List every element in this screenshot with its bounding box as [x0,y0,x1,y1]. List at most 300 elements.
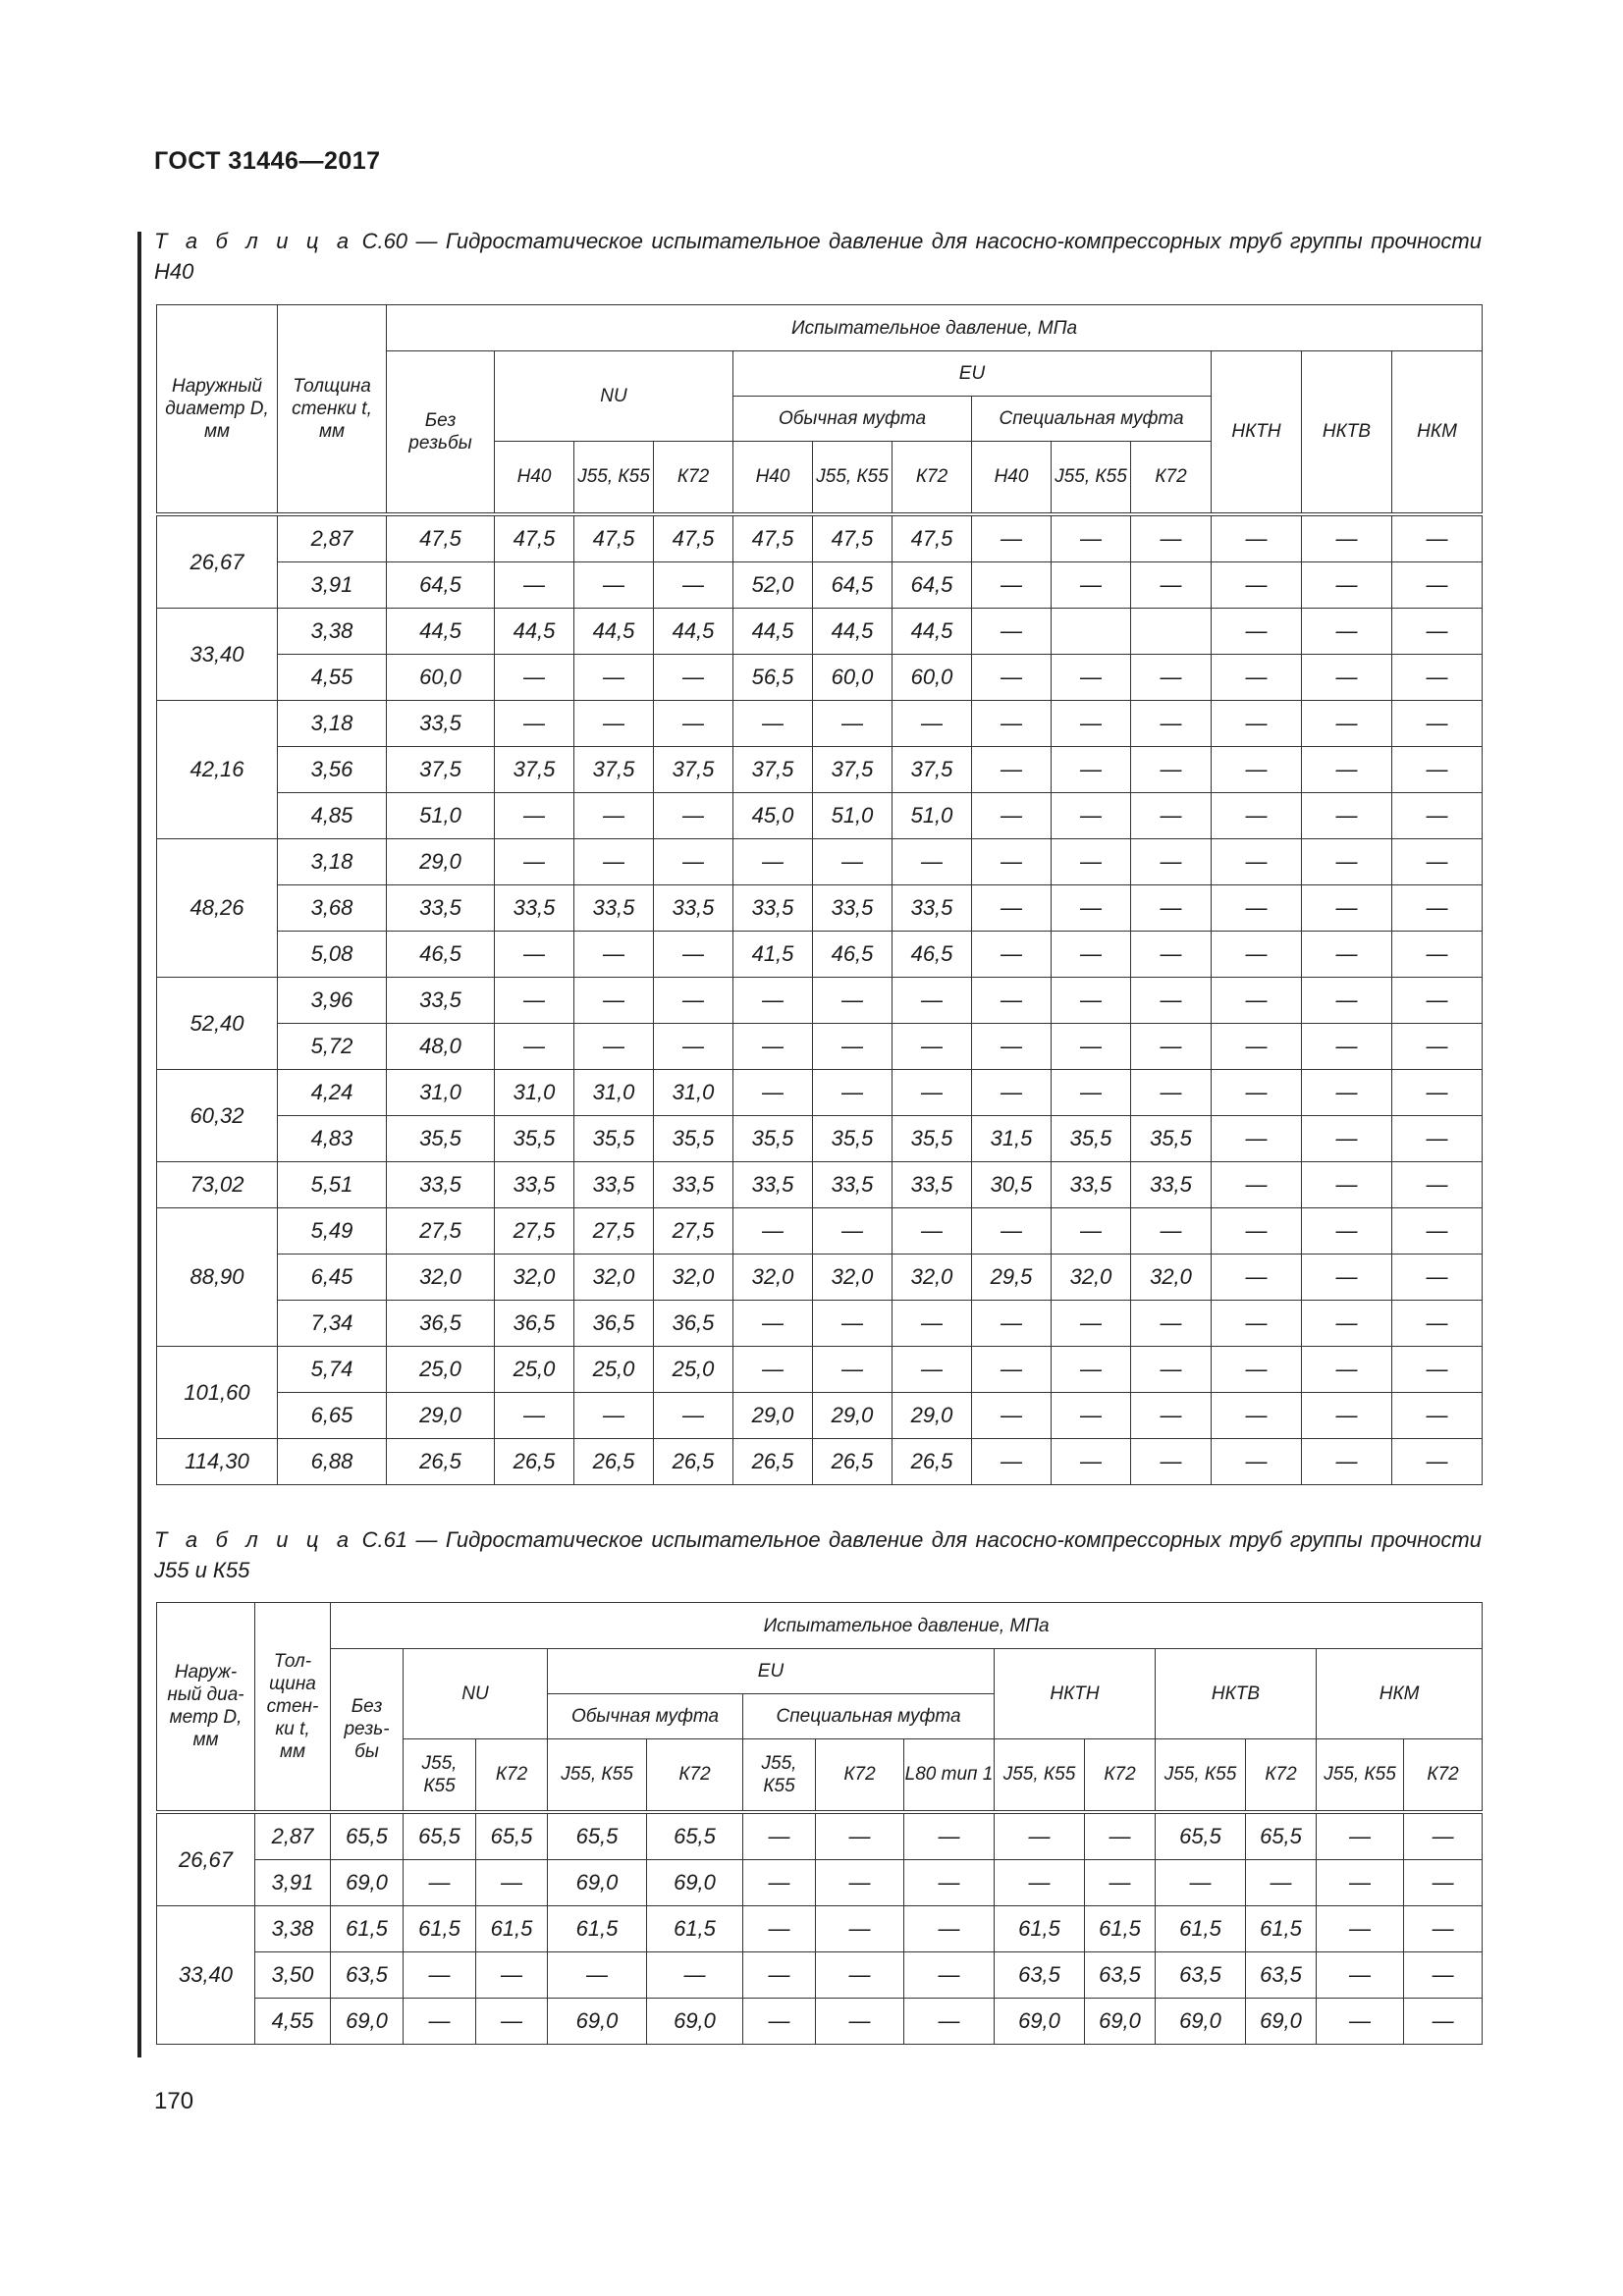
table-row [157,514,1483,562]
pressure-cell: — [1052,654,1131,700]
pressure-cell: 33,5 [1052,1161,1131,1207]
pressure-cell: — [654,977,733,1023]
pressure-cell: — [893,1069,972,1115]
wall-thickness-cell: 3,91 [255,1859,331,1905]
subheader-10: J55, К55 [1156,1739,1246,1812]
pressure-cell: 33,5 [1131,1161,1212,1207]
pressure-cell: 37,5 [495,746,574,792]
pressure-cell: 46,5 [813,931,893,977]
pressure-cell: 37,5 [893,746,972,792]
subheader-4: Н40 [733,442,813,514]
pressure-cell: 69,0 [1246,1998,1317,2044]
pressure-cell: — [1404,1859,1483,1905]
subheader-9: К72 [1085,1739,1156,1812]
pressure-cell: — [574,838,654,884]
pressure-cell: 29,0 [813,1392,893,1438]
pressure-cell: 35,5 [813,1115,893,1161]
pressure-cell: — [1212,746,1302,792]
pressure-cell: 33,5 [654,1161,733,1207]
wall-thickness-cell: 4,83 [278,1115,387,1161]
pressure-cell: 63,5 [331,1951,404,1998]
pressure-cell: — [1131,1346,1212,1392]
pressure-cell: 44,5 [893,608,972,654]
wall-thickness-cell: 6,65 [278,1392,387,1438]
subheader-2: К72 [476,1739,548,1812]
pressure-cell: — [1052,977,1131,1023]
pressure-cell: — [893,977,972,1023]
pressure-cell: — [574,1023,654,1069]
pressure-cell: — [1392,838,1483,884]
pressure-cell: 29,0 [733,1392,813,1438]
pressure-cell: — [813,977,893,1023]
pressure-cell: 69,0 [647,1998,743,2044]
pressure-cell: — [1246,1859,1317,1905]
header-test-pressure: Испытательное давление, МПа [387,305,1483,351]
pressure-cell: 61,5 [1156,1905,1246,1951]
subheader-3: К72 [654,442,733,514]
pressure-cell: 63,5 [1246,1951,1317,1998]
pressure-cell: — [1052,561,1131,608]
pressure-cell: — [1392,608,1483,654]
wall-thickness-cell: 3,96 [278,977,387,1023]
pressure-cell: 65,5 [548,1812,647,1860]
pressure-cell: — [495,1023,574,1069]
header-nktn: НКТН [995,1649,1156,1739]
pressure-cell: — [972,1023,1052,1069]
pressure-cell: — [893,1346,972,1392]
wall-thickness-cell: 5,72 [278,1023,387,1069]
table-row [157,1812,1483,1860]
pressure-cell: 25,0 [574,1346,654,1392]
pressure-cell: — [972,931,1052,977]
subheader-13: К72 [1404,1739,1483,1812]
table-row [157,1998,1483,2044]
wall-thickness-cell: 2,87 [255,1812,331,1860]
pressure-cell: 31,5 [972,1115,1052,1161]
table-61 [156,1602,1483,2045]
pressure-cell: 33,5 [387,1161,495,1207]
header-normal-coupling: Обычная муфта [548,1694,743,1739]
pressure-cell: — [733,1346,813,1392]
header-nktv: НКТВ [1156,1649,1317,1739]
pressure-cell: — [1302,931,1392,977]
pressure-cell: 60,0 [387,654,495,700]
pressure-cell: — [1052,1300,1131,1346]
pressure-cell: 47,5 [893,514,972,562]
pressure-cell: — [1317,1812,1404,1860]
pressure-cell: — [1131,561,1212,608]
pressure-cell: 32,0 [1131,1254,1212,1300]
pressure-cell: — [654,792,733,838]
pressure-cell: — [1392,931,1483,977]
pressure-cell: 31,0 [574,1069,654,1115]
pressure-cell: — [1392,514,1483,562]
pressure-cell: 44,5 [813,608,893,654]
pressure-cell: — [1404,1905,1483,1951]
pressure-cell: — [654,931,733,977]
pressure-cell: — [813,1300,893,1346]
pressure-cell: 65,5 [404,1812,476,1860]
pressure-cell: — [972,561,1052,608]
pressure-cell: — [1302,561,1392,608]
pressure-cell: 35,5 [654,1115,733,1161]
pressure-cell: — [654,838,733,884]
pressure-cell: — [1052,1346,1131,1392]
outer-diameter-cell: 52,40 [157,977,278,1069]
pressure-cell: 69,0 [1156,1998,1246,2044]
pressure-cell: — [574,654,654,700]
pressure-cell: 63,5 [995,1951,1085,1998]
pressure-cell: — [733,1069,813,1115]
header-special-coupling: Специальная муфта [743,1694,995,1739]
pressure-cell: — [654,561,733,608]
pressure-cell: — [995,1859,1085,1905]
subheader-1: Н40 [495,442,574,514]
table-row [157,561,1483,608]
pressure-cell: 29,0 [387,838,495,884]
pressure-cell: — [1392,1438,1483,1484]
pressure-cell: — [1212,700,1302,746]
pressure-cell: 26,5 [574,1438,654,1484]
outer-diameter-cell: 26,67 [157,1812,255,1906]
wall-thickness-cell: 6,45 [278,1254,387,1300]
pressure-cell: — [1212,608,1302,654]
subheader-8: J55, К55 [995,1739,1085,1812]
header-wall-thickness: Толщина стенки t, мм [278,305,387,514]
pressure-cell: — [1392,792,1483,838]
pressure-cell: — [1052,1207,1131,1254]
wall-thickness-cell: 3,18 [278,838,387,884]
pressure-cell: 35,5 [574,1115,654,1161]
pressure-cell: — [733,700,813,746]
header-eu: EU [733,351,1212,397]
pressure-cell: 65,5 [476,1812,548,1860]
pressure-cell: 61,5 [331,1905,404,1951]
pressure-cell: 29,5 [972,1254,1052,1300]
pressure-cell: 56,5 [733,654,813,700]
pressure-cell: — [972,1392,1052,1438]
pressure-cell: 35,5 [893,1115,972,1161]
pressure-cell: — [1131,654,1212,700]
pressure-cell: — [743,1998,816,2044]
pressure-cell: — [1392,1392,1483,1438]
pressure-cell: — [574,977,654,1023]
pressure-cell: — [1302,1300,1392,1346]
page-number: 170 [154,2088,194,2114]
pressure-cell: 47,5 [813,514,893,562]
pressure-cell: — [404,1951,476,1998]
pressure-cell: 33,5 [387,700,495,746]
pressure-cell: — [1212,654,1302,700]
pressure-cell: 32,0 [733,1254,813,1300]
pressure-cell: 31,0 [654,1069,733,1115]
pressure-cell: — [1131,1300,1212,1346]
wall-thickness-cell: 5,49 [278,1207,387,1254]
subheader-2: J55, К55 [574,442,654,514]
pressure-cell: — [733,1300,813,1346]
pressure-cell: — [1302,608,1392,654]
table-row [157,1207,1483,1254]
table-60 [156,304,1483,1485]
pressure-cell: — [654,1023,733,1069]
pressure-cell: — [495,792,574,838]
pressure-cell: — [972,654,1052,700]
pressure-cell: — [904,1951,995,1998]
pressure-cell: 44,5 [495,608,574,654]
pressure-cell: — [1085,1859,1156,1905]
pressure-cell: — [816,1998,904,2044]
pressure-cell: — [893,700,972,746]
pressure-cell: 44,5 [733,608,813,654]
pressure-cell: — [1052,1023,1131,1069]
pressure-cell [1052,608,1131,654]
pressure-cell: — [1392,1300,1483,1346]
pressure-cell: — [1317,1998,1404,2044]
pressure-cell: 36,5 [574,1300,654,1346]
pressure-cell: — [995,1812,1085,1860]
pressure-cell: — [1392,884,1483,931]
caption-prefix: Т а б л и ц а [154,229,354,253]
header-normal-coupling: Обычная муфта [733,397,972,442]
pressure-cell: — [1131,931,1212,977]
pressure-cell: — [816,1812,904,1860]
pressure-cell: — [743,1812,816,1860]
pressure-cell: 33,5 [574,1161,654,1207]
pressure-cell: 69,0 [331,1998,404,2044]
pressure-cell: — [1052,838,1131,884]
pressure-cell: 51,0 [813,792,893,838]
pressure-cell: 33,5 [387,977,495,1023]
pressure-cell: — [1212,561,1302,608]
caption-prefix: Т а б л и ц а [154,1527,354,1552]
pressure-cell: — [1212,1254,1302,1300]
pressure-cell: 35,5 [1131,1115,1212,1161]
pressure-cell: — [654,654,733,700]
pressure-cell: 33,5 [495,884,574,931]
outer-diameter-cell: 48,26 [157,838,278,977]
wall-thickness-cell: 4,24 [278,1069,387,1115]
pressure-cell: — [495,1392,574,1438]
subheader-5: J55, К55 [743,1739,816,1812]
pressure-cell: 32,0 [813,1254,893,1300]
pressure-cell: — [1212,514,1302,562]
pressure-cell: 69,0 [995,1998,1085,2044]
subheader-6: К72 [816,1739,904,1812]
pressure-cell: — [1212,1438,1302,1484]
pressure-cell: — [904,1905,995,1951]
pressure-cell: 45,0 [733,792,813,838]
pressure-cell: — [1212,1069,1302,1115]
pressure-cell: 64,5 [893,561,972,608]
pressure-cell: — [1404,1998,1483,2044]
pressure-cell: 33,5 [387,884,495,931]
wall-thickness-cell: 3,38 [278,608,387,654]
pressure-cell: 29,0 [893,1392,972,1438]
pressure-cell: 69,0 [647,1859,743,1905]
pressure-cell: 32,0 [654,1254,733,1300]
pressure-cell: 36,5 [654,1300,733,1346]
pressure-cell: — [1212,1346,1302,1392]
pressure-cell: — [574,561,654,608]
subheader-11: К72 [1246,1739,1317,1812]
pressure-cell: — [813,1023,893,1069]
subheader-4: К72 [647,1739,743,1812]
pressure-cell: 33,5 [733,1161,813,1207]
subheader-7: Н40 [972,442,1052,514]
pressure-cell: — [1131,1023,1212,1069]
wall-thickness-cell: 4,55 [278,654,387,700]
pressure-cell: — [1131,700,1212,746]
pressure-cell: — [1392,1115,1483,1161]
pressure-cell: — [1052,746,1131,792]
table-row [157,1392,1483,1438]
pressure-cell: — [404,1859,476,1905]
pressure-cell: 25,0 [387,1346,495,1392]
wall-thickness-cell: 3,91 [278,561,387,608]
pressure-cell: 26,5 [387,1438,495,1484]
pressure-cell: 60,0 [893,654,972,700]
pressure-cell: — [1392,1069,1483,1115]
pressure-cell: 61,5 [476,1905,548,1951]
pressure-cell: 36,5 [387,1300,495,1346]
pressure-cell: 26,5 [654,1438,733,1484]
pressure-cell: — [893,1207,972,1254]
pressure-cell: 27,5 [495,1207,574,1254]
pressure-cell: — [1302,1254,1392,1300]
pressure-cell: — [654,1392,733,1438]
pressure-cell: 32,0 [574,1254,654,1300]
pressure-cell: 61,5 [1085,1905,1156,1951]
table-row [157,792,1483,838]
wall-thickness-cell: 3,56 [278,746,387,792]
header-eu: EU [548,1649,995,1694]
caption-text: С.61 — Гидростатическое испытательное давление для насосно-компрессорных труб группы прочности J55 и К55 [154,1527,1482,1582]
pressure-cell: — [1302,884,1392,931]
pressure-cell: 63,5 [1085,1951,1156,1998]
pressure-cell: — [1302,514,1392,562]
pressure-cell: — [1302,1069,1392,1115]
pressure-cell: 35,5 [1052,1115,1131,1161]
pressure-cell: — [476,1998,548,2044]
pressure-cell: 47,5 [654,514,733,562]
pressure-cell: — [1392,654,1483,700]
pressure-cell: — [404,1998,476,2044]
pressure-cell: — [1392,1161,1483,1207]
header-nkm: НКМ [1392,351,1483,514]
pressure-cell: 26,5 [813,1438,893,1484]
pressure-cell: — [1156,1859,1246,1905]
wall-thickness-cell: 3,50 [255,1951,331,1998]
outer-diameter-cell: 26,67 [157,514,278,609]
pressure-cell: — [1302,977,1392,1023]
pressure-cell: — [813,1207,893,1254]
pressure-cell: 25,0 [654,1346,733,1392]
pressure-cell: — [733,977,813,1023]
pressure-cell: — [972,746,1052,792]
pressure-cell: — [972,1438,1052,1484]
header-nkm: НКМ [1317,1649,1483,1739]
pressure-cell: — [476,1859,548,1905]
pressure-cell: 69,0 [331,1859,404,1905]
pressure-cell: — [1302,700,1392,746]
pressure-cell: — [1404,1812,1483,1860]
pressure-cell: 31,0 [495,1069,574,1115]
header-nu: NU [495,351,733,442]
table-row [157,1905,1483,1951]
table-row [157,931,1483,977]
pressure-cell: 33,5 [813,1161,893,1207]
pressure-cell: 29,0 [387,1392,495,1438]
table-60-caption [154,226,1482,287]
pressure-cell: — [1131,792,1212,838]
pressure-cell: 27,5 [387,1207,495,1254]
document-header: ГОСТ 31446—2017 [154,147,381,175]
wall-thickness-cell: 6,88 [278,1438,387,1484]
pressure-cell: — [1317,1859,1404,1905]
pressure-cell: — [1131,1392,1212,1438]
pressure-cell: 37,5 [574,746,654,792]
pressure-cell: — [1392,1023,1483,1069]
pressure-cell: — [972,514,1052,562]
pressure-cell: — [1131,746,1212,792]
pressure-cell: 61,5 [647,1905,743,1951]
outer-diameter-cell: 73,02 [157,1161,278,1207]
pressure-cell [1131,608,1212,654]
table-row [157,1023,1483,1069]
table-row [157,884,1483,931]
subheader-9: К72 [1131,442,1212,514]
pressure-cell: 44,5 [574,608,654,654]
pressure-cell: — [816,1905,904,1951]
pressure-cell: — [972,1300,1052,1346]
pressure-cell: — [972,838,1052,884]
header-nktv: НКТВ [1302,351,1392,514]
pressure-cell: — [1212,1207,1302,1254]
pressure-cell: 37,5 [813,746,893,792]
table-row [157,1161,1483,1207]
pressure-cell: 37,5 [654,746,733,792]
pressure-cell: 26,5 [733,1438,813,1484]
subheader-12: J55, К55 [1317,1739,1404,1812]
header-outer-diameter: Наруж-ный диа-метр D, мм [157,1603,255,1812]
caption-text: С.60 — Гидростатическое испытательное давление для насосно-компрессорных труб группы прочности Н40 [154,229,1482,284]
pressure-cell: — [1302,1346,1392,1392]
wall-thickness-cell: 3,38 [255,1905,331,1951]
pressure-cell: 33,5 [574,884,654,931]
pressure-cell: 33,5 [654,884,733,931]
wall-thickness-cell: 2,87 [278,514,387,562]
pressure-cell: — [548,1951,647,1998]
pressure-cell: 47,5 [733,514,813,562]
pressure-cell: — [1302,654,1392,700]
pressure-cell: 61,5 [404,1905,476,1951]
pressure-cell: — [1131,1207,1212,1254]
subheader-7: L80 тип 1 [904,1739,995,1812]
header-test-pressure: Испытательное давление, МПа [331,1603,1483,1649]
pressure-cell: — [813,1069,893,1115]
margin-bar [137,232,141,2057]
pressure-cell: — [743,1951,816,1998]
pressure-cell: — [972,977,1052,1023]
wall-thickness-cell: 7,34 [278,1300,387,1346]
pressure-cell: — [733,1207,813,1254]
subheader-6: К72 [893,442,972,514]
pressure-cell: 65,5 [1156,1812,1246,1860]
pressure-cell: — [1131,838,1212,884]
pressure-cell: — [816,1951,904,1998]
pressure-cell: — [1212,1115,1302,1161]
pressure-cell: — [654,700,733,746]
